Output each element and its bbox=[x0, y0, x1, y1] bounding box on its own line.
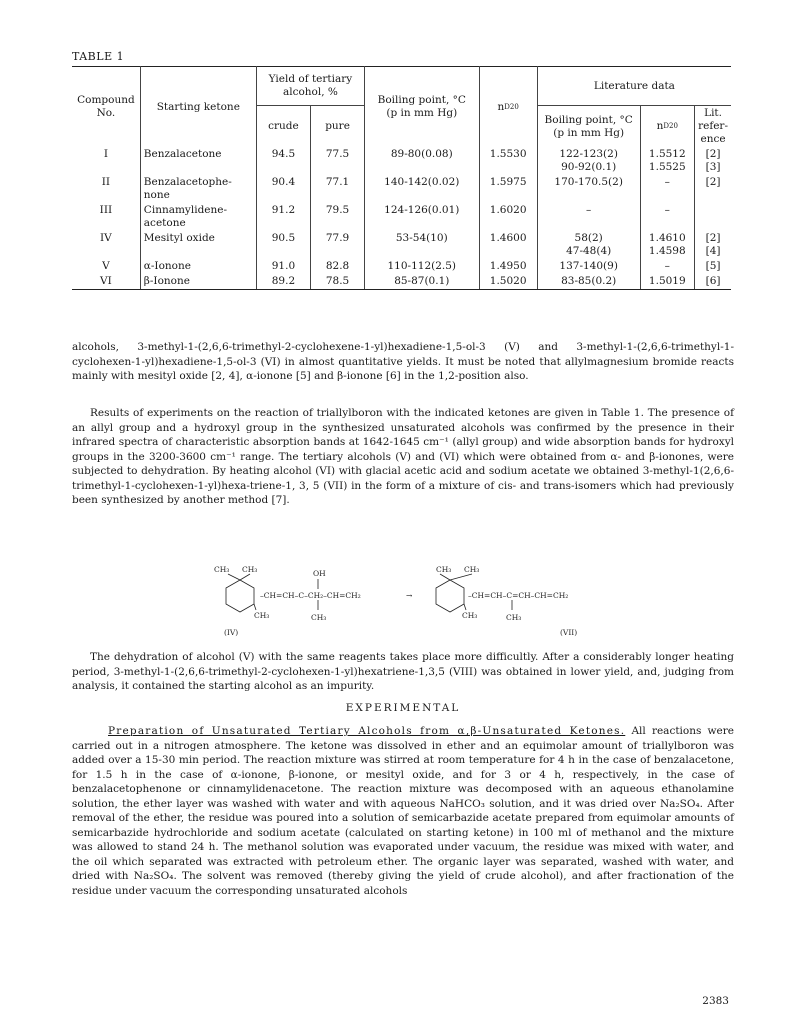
header-lit-reference: Lit. refer- ence bbox=[698, 107, 728, 145]
header-lit-boiling-point: Boiling point, °C (p in mm Hg) bbox=[537, 106, 640, 148]
header-refractive-index: $nD^{20}$ bbox=[479, 67, 537, 148]
paragraph-continued: alcohols, 3-methyl-1-(2,6,6-trimethyl-2-cyclohexene-1-yl)hexadiene-1,5-ol-3 (V) and 3-methyl-1-(2,6,6-trimethyl-1-cyclohexen-1-yl)hexadiene-1,5-ol-3 (VI) in almost quantitative yields. It must be noted that allylmagnesium bromide reacts mainly with mesityl oxide [2, 4], α-ionone [5] and β-ionone [6] in the 1,2-position also. bbox=[72, 341, 734, 382]
header-compound: Compound No. bbox=[72, 67, 140, 148]
results-table bbox=[72, 66, 731, 290]
ch3-label: CH₃ bbox=[242, 565, 258, 574]
cyclohexene-ring-right bbox=[436, 580, 464, 612]
cyclohexene-ring-left bbox=[226, 580, 254, 612]
header-boiling-point: Boiling point, °C (p in mm Hg) bbox=[365, 67, 479, 148]
header-crude: crude bbox=[256, 106, 310, 148]
header-pure: pure bbox=[311, 106, 365, 148]
table-caption: TABLE 1 bbox=[72, 50, 125, 63]
table-row: III Cinnamylidene- acetone 91.2 79.5 124-126(0.01) 1.6020 – – bbox=[72, 203, 731, 231]
table-row: VI β-Ionone 89.2 78.5 85-87(0.1) 1.5020 83-85(0.2) 1.5019 [6] bbox=[72, 274, 731, 290]
table-row: I Benzalacetone 94.5 77.5 89-80(0.08) 1.5530 122-123(2) 90-92(0.1) 1.5512 1.5525 [2] [3] bbox=[72, 147, 731, 175]
header-literature: Literature data bbox=[537, 67, 731, 106]
ch3-label: CH₃ bbox=[462, 611, 478, 620]
compound-label-right: (VII) bbox=[560, 628, 578, 637]
paragraph-results: Results of experiments on the reaction of triallylboron with the indicated ketones are given in Table 1. The presence of an allyl group and a hydroxyl group in the synthesized unsaturated alcohols was confirmed by the presence in their infrared spectra of characteristic absorption bands at 1642-1645 cm⁻¹ (allyl group) and wide absorption bands for hydroxyl groups in the 3200-3600 cm⁻¹ range. The tertiary alcohols (V) and (VI) which were obtained from α- and β-ionones, were subjected to dehydration. By heating alcohol (VI) with glacial acetic acid and sodium acetate we obtained 3-methyl-1(2,6,6-trimethyl-1-cyclohexen-1-yl)hexa-triene-1, 3, 5 (VII) in the form of a mixture of cis- and trans-isomers which had previously been synthesized by another method [7]. bbox=[72, 407, 734, 506]
ch3-label: CH₃ bbox=[254, 611, 270, 620]
oh-label: OH bbox=[313, 569, 326, 578]
right-chain: –CH=CH–C=CH–CH=CH₂ bbox=[468, 591, 569, 600]
experimental-body: All reactions were carried out in a nitrogen atmosphere. The ketone was dissolved in ether and an equimolar amount of triallylboron was added over a 15-30 min period. The reaction mixture was stirred at room temperature for 4 h in the case of benzalacetone, for 1.5 h in the case of α-ionone, β-ionone, or mesityl oxide, and for 3 or 4 h, respectively, in the case of benzalacetophenone or cinnamylidenacetone. The reaction mixture was decomposed with an aqueous ethanolamine solution, the ether layer was washed with water and with aqueous NaHCO₃ solution, and it was dried over Na₂SO₄. After removal of the ether, the residue was poured into a solution of semicarbazide acetate prepared from equimolar amounts of semicarbazide hydrochloride and sodium acetate (calculated on starting ketone) in 100 ml of methanol and the mixture was allowed to stand 24 h. The methanol solution was evaporated under vacuum, the residue was mixed with water, and the oil which separated was extracted with petroleum ether. The organic layer was separated, washed with water, and dried with Na₂SO₄. The solvent was removed (thereby giving the yield of crude alcohol), and after fractionation of the residue under vacuum the corresponding unsaturated alcohols bbox=[72, 725, 734, 897]
ch3-label: CH₃ bbox=[214, 565, 230, 574]
left-chain: –CH=CH–C–CH₂–CH=CH₂ bbox=[260, 591, 361, 600]
ch3-label: CH₃ bbox=[436, 565, 452, 574]
header-yield: Yield of tertiary alcohol, % bbox=[256, 67, 364, 106]
paragraph-dehydration: The dehydration of alcohol (V) with the same reagents takes place more difficultly. After a considerably longer heating period, 3-methyl-1-(2,6,6-trimethyl-2-cyclohexen-1-yl)hexatriene-1,3,5 (VIII) was obtained in lower yield, and, judging from analysis, it contained the starting alcohol as an impurity. bbox=[72, 651, 734, 692]
header-ketone: Starting ketone bbox=[140, 67, 256, 148]
header-lit-refractive-index: $nD^{20}$ bbox=[640, 106, 695, 148]
ch3-label: CH₃ bbox=[311, 613, 327, 622]
ch3-label: CH₃ bbox=[506, 613, 522, 622]
table-row: V α-Ionone 91.0 82.8 110-112(2.5) 1.4950 137-140(9) – [5] bbox=[72, 259, 731, 274]
compound-label-left: (IV) bbox=[224, 628, 239, 637]
subsection-lead: Preparation of Unsaturated Tertiary Alcohols from α,β-Unsaturated Ketones. bbox=[108, 725, 626, 737]
dehydration-scheme bbox=[210, 562, 610, 642]
reaction-arrow: → bbox=[406, 591, 413, 600]
ch3-label: CH₃ bbox=[464, 565, 480, 574]
section-heading: EXPERIMENTAL bbox=[345, 702, 461, 714]
table-row: IV Mesityl oxide 90.5 77.9 53-54(10) 1.4600 58(2) 47-48(4) 1.4610 1.4598 [2] [4] bbox=[72, 231, 731, 259]
page-number: 2383 bbox=[702, 995, 729, 1007]
paragraph-experimental bbox=[72, 724, 734, 898]
table-row: II Benzalacetophe- none 90.4 77.1 140-142(0.02) 1.5975 170-170.5(2) – [2] bbox=[72, 175, 731, 203]
